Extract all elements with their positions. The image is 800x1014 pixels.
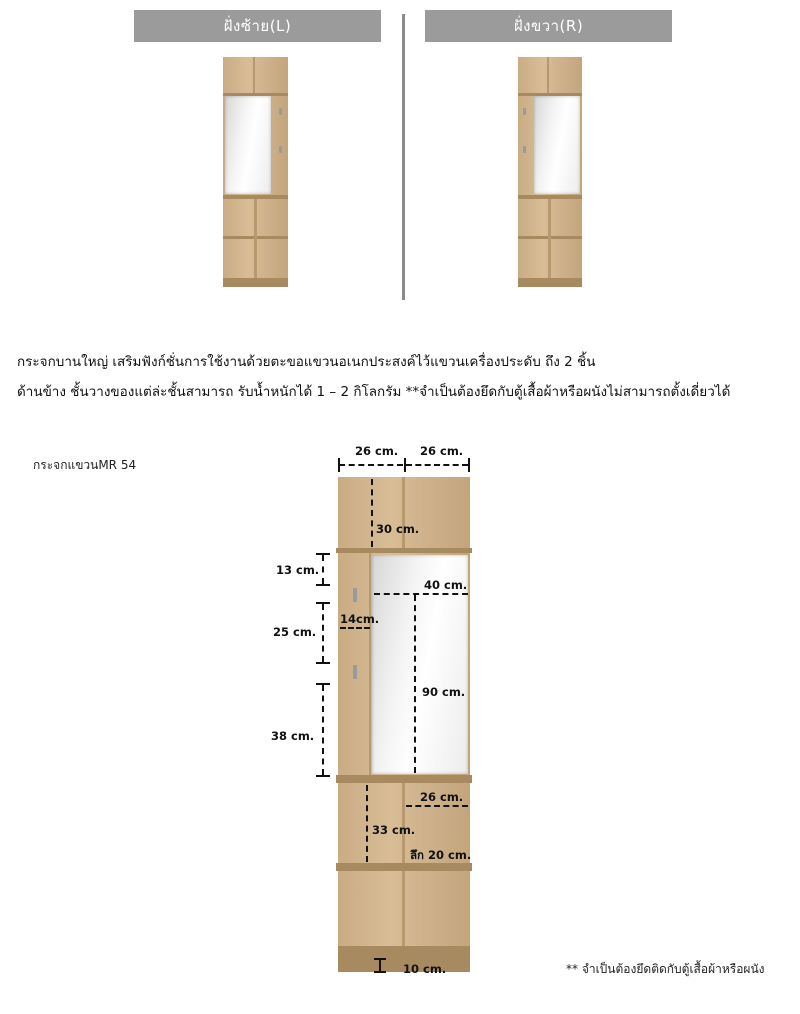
dim-cubby-width: 26 cm. [420,790,464,804]
dim-hook-bottom: 38 cm. [271,729,315,743]
description-line-2: ด้านข้าง ชั้นวางของแต่ล่ะชั้นสามารถ รับน้ำหนักได้ 1 – 2 กิโลกรัม **จำเป็นต้องยึดกับตู้เสื้อผ้าหรือผนังไม่สามารถตั้งเดี่ยวได้ [17,384,731,400]
hook-icon [279,108,282,115]
dim-mirror-height: 90 cm. [422,685,466,699]
hook-icon [279,146,282,153]
dim-top-left-width: 26 cm. [355,444,399,458]
description-line-1: กระจกบานใหญ่ เสริมฟังก์ชั่นการใช้งานด้วยตะขอแขวนอเนกประสงค์ไว้แขวนเครื่องประดับ ถึง 2 ชิ้น [17,354,596,370]
hook-icon [353,665,357,679]
right-side-header [425,10,672,42]
dim-top-right-width: 26 cm. [420,444,464,458]
dim-top-section-height: 30 cm. [376,522,420,536]
section-divider [402,14,405,300]
hook-icon [353,588,357,602]
model-caption: กระจกแขวนMR 54 [33,458,137,472]
left-side-header [134,10,381,42]
dim-cubby-height: 33 cm. [372,823,416,837]
dim-hook-gap: 25 cm. [273,625,317,639]
left-mirror [225,96,271,194]
footnote: ** จำเป็นต้องยึดติดกับตู้เสื้อผ้าหรือผนัง [566,962,765,976]
right-side-header-label: ฝั่งขวา(R) [513,17,584,35]
hook-icon [523,108,526,115]
right-mirror [534,96,580,194]
dim-hook-top-offset: 13 cm. [276,563,320,577]
dim-side-panel-width: 14cm. [340,612,380,626]
left-side-header-label: ฝั่งซ้าย(L) [223,17,292,35]
hook-icon [523,146,526,153]
dim-mirror-width: 40 cm. [424,578,468,592]
dim-base-height: 10 cm. [403,962,447,976]
dim-cubby-depth: ลึก 20 cm. [410,848,472,862]
